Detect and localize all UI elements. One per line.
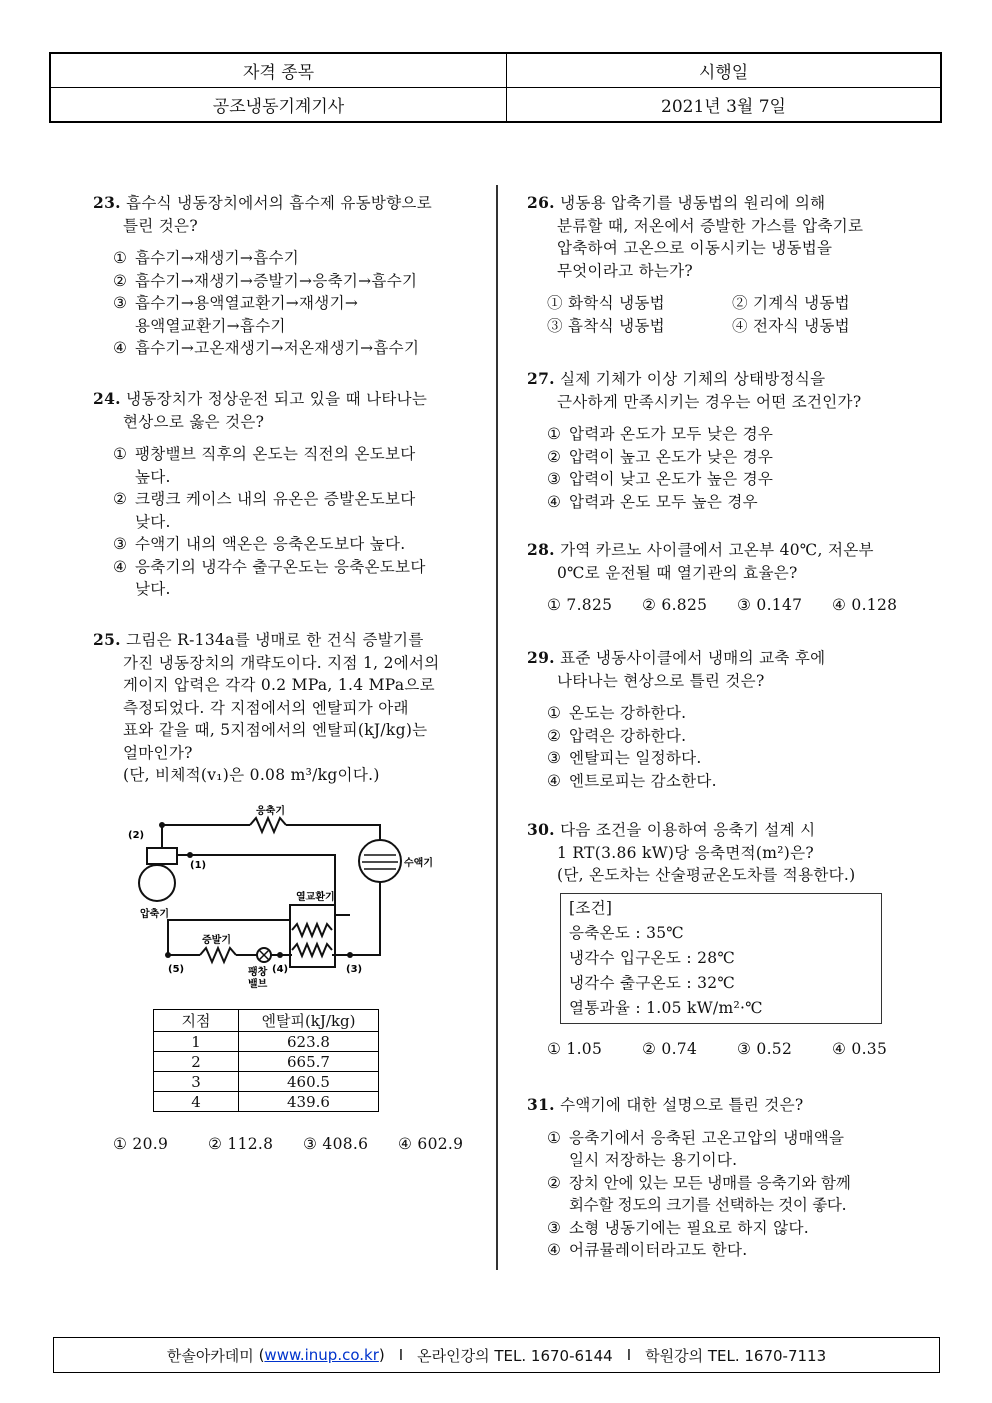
point-4-label: (4) (272, 964, 289, 975)
answer-option[interactable]: ③ 수액기 내의 액온은 응축온도보다 높다. (113, 535, 406, 553)
question-30 (527, 819, 937, 1060)
answer-option[interactable]: ③ 408.6 (303, 1135, 369, 1153)
answer-option[interactable]: ② 크랭크 케이스 내의 유온은 증발온도보다 (113, 490, 416, 508)
question-number: 25. (93, 630, 121, 649)
answer-option[interactable]: ③ 0.52 (737, 1039, 793, 1058)
point-3-label: (3) (346, 964, 363, 975)
answer-option[interactable]: ② 압력이 높고 온도가 낮은 경우 (547, 447, 774, 466)
answer-option[interactable]: ③ 흡수기→용액열교환기→재생기→ (113, 294, 359, 312)
condition-line: 냉각수 입구온도 : 28℃ (569, 948, 736, 967)
question-line: 다음 조건을 이용하여 응축기 설계 시 (560, 821, 816, 839)
answer-option[interactable]: ④ 0.128 (832, 596, 898, 614)
academy-name: 한솔아카데미 (166, 1346, 254, 1365)
answer-option[interactable]: ④ 602.9 (398, 1135, 464, 1153)
answer-option[interactable]: ③ 흡착식 냉동법 (547, 316, 665, 335)
answer-option[interactable]: ④ 전자식 냉동법 (732, 316, 850, 335)
answer-option[interactable]: ② 흡수기→재생기→증발기→응축기→흡수기 (113, 271, 418, 290)
compressor-head-icon (147, 848, 177, 864)
offline-phone: 학원강의 TEL. 1670-7113 (645, 1346, 827, 1365)
question-line: 그림은 R-134a를 냉매로 한 건식 증발기를 (126, 631, 424, 649)
receiver-icon (359, 840, 401, 882)
answer-option-continued: 낮다. (135, 580, 171, 598)
question-number: 24. (93, 389, 121, 408)
question-number: 30. (527, 820, 555, 839)
answer-option[interactable]: ③ 0.147 (737, 596, 803, 614)
answer-option[interactable]: ② 압력은 강하한다. (547, 726, 687, 745)
table-header: 지점 (154, 1010, 239, 1032)
question-line: 실제 기체가 이상 기체의 상태방정식을 (560, 370, 826, 388)
question-number: 23. (93, 193, 121, 212)
date-value: 2021년 3월 7일 (507, 88, 942, 123)
answer-option-continued: 회수할 정도의 크기를 선택하는 것이 좋다. (569, 1196, 847, 1214)
question-29 (527, 647, 937, 792)
question-line: (단, 비체적(v₁)은 0.08 m³/kg이다.) (123, 766, 380, 784)
answer-option[interactable]: ④ 0.35 (832, 1039, 888, 1058)
condition-line: 냉각수 출구온도 : 32℃ (569, 973, 736, 992)
page-footer: 한솔아카데미 ( www.inup.co.kr ) I 온라인강의 TEL. 1670-6144 I 학원강의 TEL. 1670-7113 (53, 1337, 940, 1373)
answer-option[interactable]: ② 장치 안에 있는 모든 냉매를 응축기와 함께 (547, 1173, 851, 1192)
question-25-options (113, 1133, 488, 1156)
answer-option[interactable]: ④ 응축기의 냉각수 출구온도는 응축온도보다 (113, 557, 426, 576)
answer-option[interactable]: ① 온도는 강하한다. (547, 704, 687, 722)
answer-option-continued: 높다. (135, 467, 171, 486)
answer-option[interactable]: ① 7.825 (547, 596, 613, 614)
question-line: 수액기에 대한 설명으로 틀린 것은? (560, 1096, 804, 1114)
receiver-label: 수액기 (404, 858, 433, 869)
valve-label-2: 밸브 (248, 979, 268, 990)
condenser-label: 응축기 (256, 806, 285, 817)
column-divider (496, 185, 498, 1270)
question-line: 얼마인가? (123, 743, 193, 762)
point-5-label: (5) (168, 964, 185, 975)
subject-label: 자격 종목 (50, 53, 507, 88)
answer-option-continued: 일시 저장하는 용기이다. (569, 1151, 738, 1169)
point-2-label: (2) (128, 830, 145, 841)
point-1-label: (1) (190, 860, 207, 871)
separator: I (626, 1346, 632, 1364)
answer-option[interactable]: ① 화학식 냉동법 (547, 294, 665, 312)
refrigeration-cycle-diagram (120, 800, 440, 1000)
answer-option[interactable]: ④ 압력과 온도 모두 높은 경우 (547, 492, 758, 511)
table-row: 2 665.7 (154, 1052, 379, 1072)
question-number: 27. (527, 369, 555, 388)
question-line: 근사하게 만족시키는 경우는 어떤 조건인가? (557, 392, 862, 411)
heat-exchanger-label: 열교환기 (296, 892, 335, 903)
question-28 (527, 539, 937, 617)
enthalpy-table (153, 1009, 379, 1112)
subject-value: 공조냉동기계기사 (50, 88, 507, 123)
question-line: 틀린 것은? (123, 216, 198, 235)
answer-option[interactable]: ② 6.825 (642, 596, 708, 614)
answer-option[interactable]: ③ 엔탈피는 일정하다. (547, 749, 702, 767)
table-header: 엔탈피(kJ/kg) (239, 1010, 379, 1032)
answer-option[interactable]: ① 팽창밸브 직후의 온도는 직전의 온도보다 (113, 445, 416, 463)
answer-option[interactable]: ② 0.74 (642, 1039, 698, 1058)
answer-option[interactable]: ③ 소형 냉동기에는 필요로 하지 않다. (547, 1218, 809, 1237)
date-label: 시행일 (507, 53, 942, 88)
question-31 (527, 1094, 937, 1262)
answer-option[interactable]: ② 112.8 (208, 1135, 274, 1153)
table-row: 3 460.5 (154, 1072, 379, 1092)
answer-option[interactable]: ① 1.05 (547, 1039, 603, 1058)
question-number: 31. (527, 1095, 555, 1114)
answer-option-continued: 용액열교환기→흡수기 (135, 316, 286, 335)
question-24 (93, 388, 488, 601)
compressor-label: 압축기 (140, 909, 169, 920)
question-number: 29. (527, 648, 555, 667)
condition-line: 응축온도 : 35℃ (569, 923, 685, 942)
condition-line: [조건] (569, 898, 613, 917)
question-line: 표준 냉동사이클에서 냉매의 교축 후에 (560, 649, 826, 667)
question-line: 무엇이라고 하는가? (557, 261, 694, 280)
question-line: 냉동장치가 정상운전 되고 있을 때 나타나는 (126, 390, 428, 408)
question-line: 0℃로 운전될 때 열기관의 효율은? (557, 563, 798, 582)
question-27 (527, 368, 937, 513)
question-line: 표와 같을 때, 5지점에서의 엔탈피(kJ/kg)는 (123, 721, 428, 739)
exam-header-table (49, 52, 942, 123)
academy-link[interactable]: www.inup.co.kr (264, 1346, 379, 1364)
question-line: 측정되었다. 각 지점에서의 엔탈피가 아래 (123, 698, 409, 717)
evaporator-label: 증발기 (202, 935, 231, 946)
question-number: 26. (527, 193, 555, 212)
answer-option[interactable]: ① 응축기에서 응축된 고온고압의 냉매액을 (547, 1128, 845, 1147)
question-23 (93, 192, 488, 360)
question-line: 1 RT(3.86 kW)당 응축면적(m²)은? (557, 843, 814, 862)
condition-line: 열통과율 : 1.05 kW/m²·℃ (569, 998, 763, 1017)
answer-option[interactable]: ① 흡수기→재생기→흡수기 (113, 249, 300, 267)
question-line: 가역 카르노 사이클에서 고온부 40℃, 저온부 (560, 541, 874, 559)
answer-option[interactable]: ② 기계식 냉동법 (732, 294, 850, 312)
answer-option[interactable]: ④ 흡수기→고온재생기→저온재생기→흡수기 (113, 339, 420, 357)
question-line: 압축하여 고온으로 이동시키는 냉동법을 (557, 239, 833, 257)
answer-option[interactable]: ④ 어큐뮬레이터라고도 한다. (547, 1241, 748, 1259)
question-26 (527, 192, 937, 337)
online-phone: 온라인강의 TEL. 1670-6144 (417, 1346, 613, 1365)
question-25 (93, 629, 488, 787)
question-number: 28. (527, 540, 555, 559)
question-line: 게이지 압력은 각각 0.2 MPa, 1.4 MPa으로 (123, 676, 435, 694)
separator: I (398, 1346, 404, 1364)
valve-label-1: 팽창 (248, 967, 268, 978)
compressor-icon (139, 865, 175, 901)
question-line: 분류할 때, 저온에서 증발한 가스를 압축기로 (557, 216, 864, 235)
question-line: 냉동용 압축기를 냉동법의 원리에 의해 (560, 194, 826, 212)
table-row: 4 439.6 (154, 1092, 379, 1112)
conditions-box (560, 893, 882, 1024)
answer-option-continued: 낮다. (135, 512, 171, 531)
question-line: 현상으로 옳은 것은? (123, 412, 265, 431)
answer-option[interactable]: ④ 엔트로피는 감소한다. (547, 771, 717, 790)
answer-option[interactable]: ① 압력과 온도가 모두 낮은 경우 (547, 425, 774, 443)
table-row: 1 623.8 (154, 1032, 379, 1052)
question-line: 나타나는 현상으로 틀린 것은? (557, 671, 765, 690)
question-line: (단, 온도차는 산술평균온도차를 적용한다.) (557, 866, 856, 884)
answer-option[interactable]: ③ 압력이 낮고 온도가 높은 경우 (547, 470, 774, 488)
question-line: 흡수식 냉동장치에서의 흡수제 유동방향으로 (126, 194, 432, 212)
question-line: 가진 냉동장치의 개략도이다. 지점 1, 2에서의 (123, 653, 440, 672)
answer-option[interactable]: ① 20.9 (113, 1135, 169, 1153)
